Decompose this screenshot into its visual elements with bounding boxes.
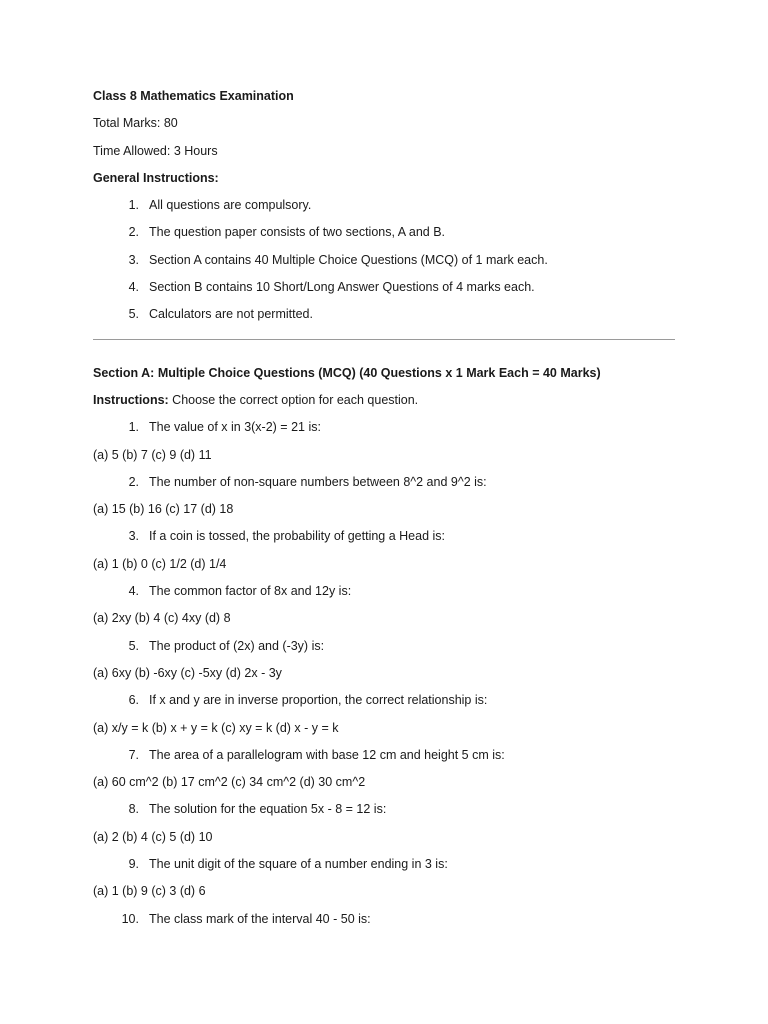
list-item (93, 252, 675, 279)
general-instructions-heading: General Instructions: (93, 170, 219, 185)
list-item-number: 5. (128, 307, 139, 322)
list-item (93, 224, 675, 251)
instructions-label: Instructions: (93, 392, 169, 407)
question-options: (a) 6xy (b) -6xy (c) -5xy (d) 2x - 3y (93, 665, 282, 680)
question-number: 10. (121, 911, 139, 926)
question-number: 3. (128, 529, 139, 544)
list-item-number: 1. (128, 198, 139, 213)
list-item (93, 306, 675, 333)
question-options: (a) 60 cm^2 (b) 17 cm^2 (c) 34 cm^2 (d) 30 cm^2 (93, 775, 366, 790)
list-item (93, 197, 675, 224)
list-item-number: 2. (128, 225, 139, 240)
list-item-text: Section B contains 10 Short/Long Answer Questions of 4 marks each. (149, 280, 535, 295)
question-item (93, 747, 675, 774)
question-text: The value of x in 3(x-2) = 21 is: (149, 420, 321, 435)
question-options: (a) 2 (b) 4 (c) 5 (d) 10 (93, 829, 213, 844)
list-item-text: The question paper consists of two sections, A and B. (149, 225, 446, 240)
list-item-number: 3. (128, 252, 139, 267)
question-number: 8. (128, 802, 139, 817)
section-a-heading: Section A: Multiple Choice Questions (MCQ) (40 Questions x 1 Mark Each = 40 Marks) (93, 365, 601, 380)
question-item (93, 856, 675, 883)
horizontal-divider (93, 339, 675, 340)
question-text: If x and y are in inverse proportion, the correct relationship is: (149, 693, 488, 708)
document-page (93, 88, 675, 938)
question-text: The unit digit of the square of a number ending in 3 is: (149, 857, 448, 872)
question-text: If a coin is tossed, the probability of getting a Head is: (149, 529, 446, 544)
list-item-text: Section A contains 40 Multiple Choice Questions (MCQ) of 1 mark each. (149, 252, 548, 267)
list-item-text: All questions are compulsory. (149, 198, 312, 213)
question-text: The common factor of 8x and 12y is: (149, 584, 352, 599)
list-item-text: Calculators are not permitted. (149, 307, 313, 322)
question-text: The area of a parallelogram with base 12 cm and height 5 cm is: (149, 747, 505, 762)
question-text: The class mark of the interval 40 - 50 is: (149, 911, 371, 926)
question-text: The solution for the equation 5x - 8 = 12 is: (149, 802, 387, 817)
question-item (93, 474, 675, 501)
question-options: (a) 1 (b) 0 (c) 1/2 (d) 1/4 (93, 556, 227, 571)
question-number: 2. (128, 474, 139, 489)
question-item (93, 583, 675, 610)
question-item (93, 638, 675, 665)
question-number: 5. (128, 638, 139, 653)
question-options: (a) x/y = k (b) x + y = k (c) xy = k (d) x - y = k (93, 720, 339, 735)
section-a-instructions (93, 392, 675, 419)
question-text: The product of (2x) and (-3y) is: (149, 638, 325, 653)
question-item (93, 692, 675, 719)
general-instructions-list (93, 197, 675, 333)
instructions-text: Choose the correct option for each question. (168, 392, 419, 407)
question-text: The number of non-square numbers between 8^2 and 9^2 is: (149, 474, 487, 489)
question-number: 6. (128, 693, 139, 708)
question-item (93, 911, 675, 938)
question-options: (a) 5 (b) 7 (c) 9 (d) 11 (93, 447, 212, 462)
question-number: 7. (128, 747, 139, 762)
list-item-number: 4. (128, 280, 139, 295)
list-item (93, 279, 675, 306)
question-number: 1. (128, 420, 139, 435)
question-list (93, 419, 675, 938)
question-options: (a) 1 (b) 9 (c) 3 (d) 6 (93, 884, 206, 899)
question-options: (a) 2xy (b) 4 (c) 4xy (d) 8 (93, 611, 231, 626)
exam-title: Class 8 Mathematics Examination (93, 89, 294, 103)
question-number: 9. (128, 857, 139, 872)
question-item (93, 801, 675, 828)
total-marks: Total Marks: 80 (93, 116, 178, 131)
time-allowed: Time Allowed: 3 Hours (93, 143, 218, 158)
question-number: 4. (128, 584, 139, 599)
question-item (93, 528, 675, 555)
question-options: (a) 15 (b) 16 (c) 17 (d) 18 (93, 502, 234, 517)
question-item (93, 419, 675, 446)
